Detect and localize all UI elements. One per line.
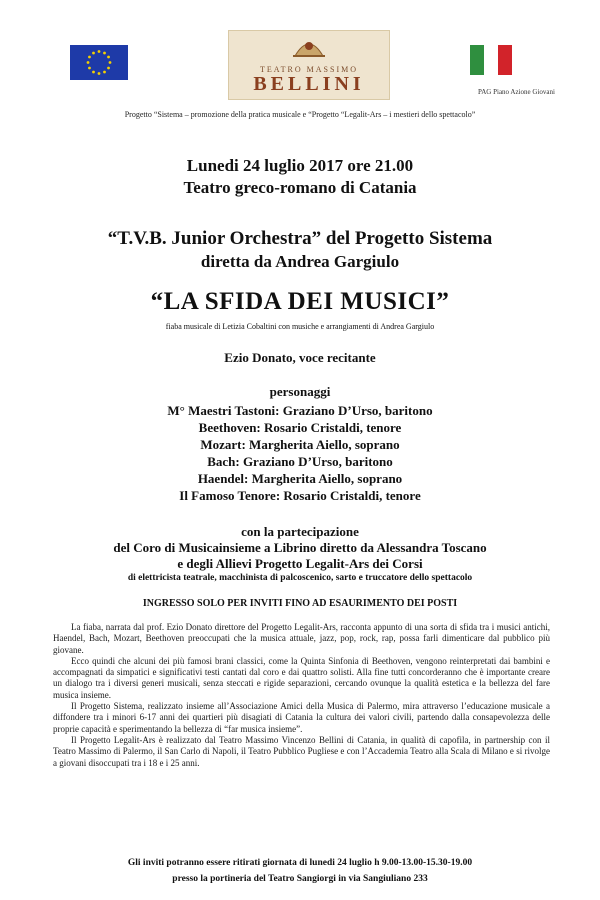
show-subtitle: fiaba musicale di Letizia Cobaltini con musiche e arrangiamenti di Andrea Gargiulo [165,322,435,331]
eu-star [107,67,110,70]
character-item: M° Maestri Tastoni: Graziano D’Urso, baritono [167,403,433,418]
eu-star [109,61,112,64]
crest-icon [291,34,327,58]
eu-star [92,52,95,55]
eu-star [107,56,110,59]
footer-invites: Gli inviti potranno essere ritirati giornata di lunedi 24 luglio h 9.00-13.00-15.30-19.00 [127,858,473,868]
orchestra-name: “T.V.B. Junior Orchestra” del Progetto Sistema [107,228,493,249]
ingresso-notice: INGRESSO SOLO PER INVITI FINO AD ESAURIMENTO DEI POSTI [142,598,458,609]
logo-teatro-massimo: TEATRO MASSIMO [259,65,358,74]
eu-star [87,61,90,64]
personaggi-list [0,402,600,504]
eu-star [88,56,91,59]
character-item: Beethoven: Rosario Cristaldi, tenore [198,420,402,435]
eu-star [98,50,101,53]
body-text [53,622,550,769]
personaggi-heading: personaggi [269,384,331,399]
event-venue: Teatro greco-romano di Catania [183,178,417,197]
character-item: Haendel: Margherita Aiello, soprano [197,471,403,486]
italy-flag-stripe [470,45,484,75]
body-paragraph: Il Progetto Legalit-Ars è realizzato dal Teatro Massimo Vincenzo Bellini di Catania, in qualità di capofila, in partnership con il Teatro Massimo di Palermo, il San Carlo di Napoli, il Teatro Pubblico Pugliese e con l’Accademia Teatro alla Scala di Milano e si rivolge a giovani disoccupati tra i 18 e i 25 anni. [53,734,550,768]
eu-star [88,67,91,70]
eu-flag-icon [70,45,128,80]
logo-bellini: BELLINI [253,73,365,95]
eu-star [98,72,101,75]
italy-flag-icon [470,45,512,75]
body-paragraph: Il Progetto Sistema, realizzato insieme all’Associazione Amici della Musica di Palermo, mira attraverso l’educazione musicale a diffondere tra i minori 6-17 anni dei quartieri più disagiati di Catania la cultura dei valori civili, partendo dalla consapevolezza delle proprie capacità e sperimentando la bellezza di “far musica insieme”. [53,701,550,734]
pag-label: PAG Piano Azione Giovani [478,88,555,96]
header [0,0,600,119]
body-paragraph: La fiaba, narrata dal prof. Ezio Donato direttore del Progetto Legalit-Ars, racconta appunto di una sorta di sfida tra i musici antichi, Haendel, Bach, Mozart, Beethoven preoccupati che la musica attuale, jazz, pop, rock, rap, possa farli dimenticare dal pubblico più giovane. [53,622,550,655]
event-date: Lunedi 24 luglio 2017 ore 21.00 [186,156,414,175]
character-item: Il Famoso Tenore: Rosario Cristaldi, tenore [179,488,421,503]
orchestra-director: diretta da Andrea Gargiulo [200,252,400,271]
footer-location: presso la portineria del Teatro Sangiorgi in via Sangiuliano 233 [172,874,428,884]
partecipazione-corsi: di elettricista teatrale, macchinista di palcoscenico, sarto e truccatore dello spettacolo [127,573,473,583]
italy-flag-stripe [498,45,512,75]
teatro-bellini-logo [228,30,390,100]
italy-flag-stripe [484,45,498,75]
partecipazione-coro: del Coro di Musicainsieme a Librino diretto da Alessandra Toscano [113,540,487,555]
character-item: Mozart: Margherita Aiello, soprano [200,437,400,452]
partecipazione-heading: con la partecipazione [241,524,359,539]
eu-star [103,71,106,74]
eu-star [92,71,95,74]
narrator: Ezio Donato, voce recitante [224,350,376,365]
show-title: “LA SFIDA DEI MUSICI” [150,288,450,315]
eu-star [103,52,106,55]
programme-line: Progetto “Sistema – promozione della pratica musicale e “Progetto “Legalit-Ars – i mestieri dello spettacolo” [124,110,476,119]
body-paragraph: Ecco quindi che alcuni dei più famosi brani classici, come la Quinta Sinfonia di Beethoven, vengono reinterpretati dai bambini e accompagnati da simpatici e significativi testi cantati dal coro e dai quattro solisti. Alla fine tutti concorderanno che è importante creare un dialogo tra i diversi generi musicali, senza steccati e rigide separazioni, cercando ovunque la qualità estetica e la bellezza del fare musica insieme. [53,655,550,700]
partecipazione-allievi: e degli Allievi Progetto Legalit-Ars dei Corsi [177,556,423,571]
character-item: Bach: Graziano D’Urso, baritono [207,454,393,469]
